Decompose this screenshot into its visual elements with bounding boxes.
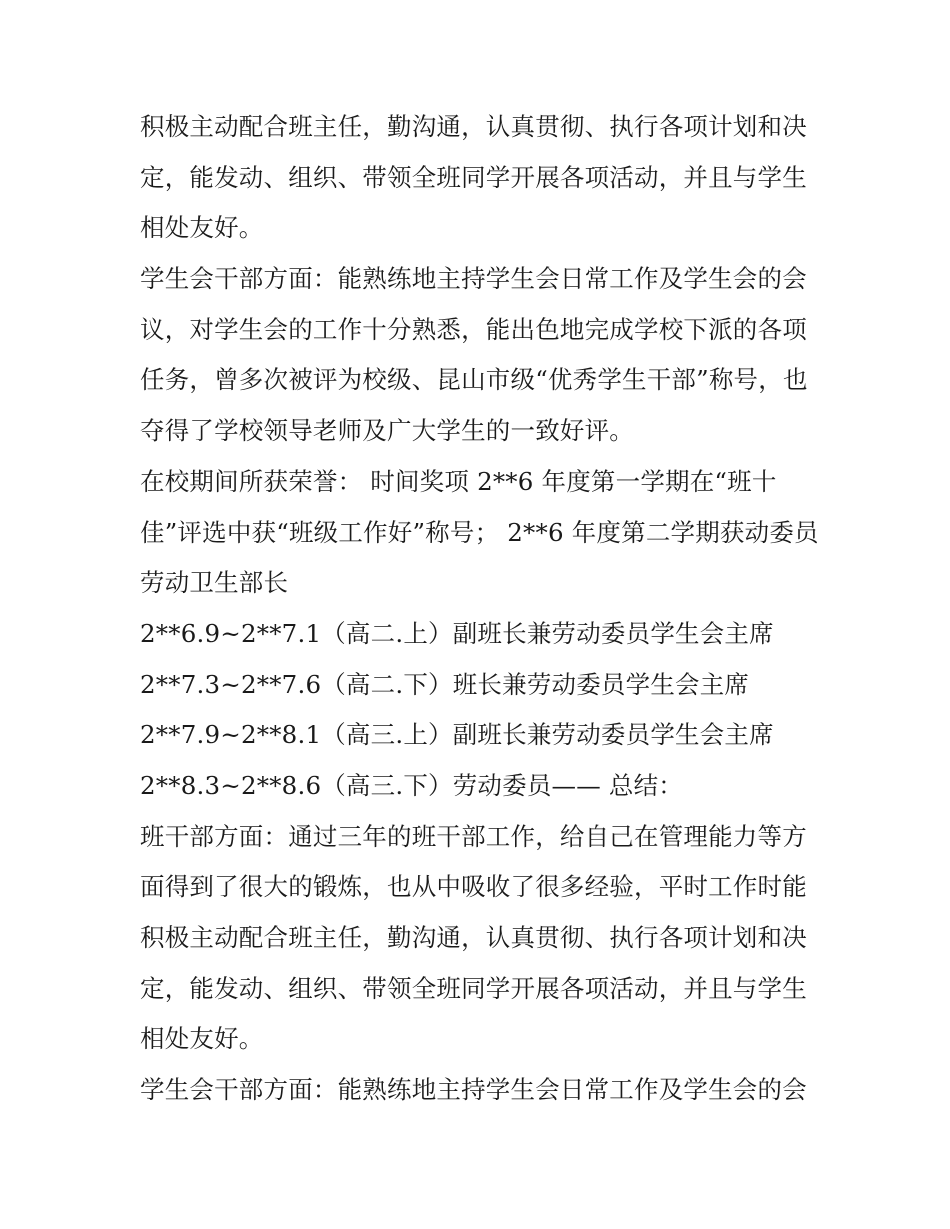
- text-line: 佳”评选中获“班级工作好”称号； 2**6 年度第二学期获动委员: [140, 517, 819, 547]
- text-line: 学生会干部方面：能熟练地主持学生会日常工作及学生会的会: [140, 264, 807, 294]
- text-line: 定，能发动、组织、带领全班同学开展各项活动，并且与学生: [140, 162, 807, 192]
- text-line: 劳动卫生部长: [140, 568, 289, 598]
- text-line: 积极主动配合班主任，勤沟通，认真贯彻、执行各项计划和决: [140, 923, 807, 952]
- document-body: [140, 102, 819, 1116]
- text-line: 2**8.3~2**8.6（高三.下）劳动委员—— 总结：: [140, 770, 684, 800]
- text-line: 2**7.3~2**7.6（高二.下）班长兼劳动委员学生会主席: [140, 669, 750, 699]
- text-line: 班干部方面：通过三年的班干部工作，给自己在管理能力等方: [140, 821, 807, 851]
- text-line: 积极主动配合班主任，勤沟通，认真贯彻、执行各项计划和决: [140, 112, 807, 141]
- text-line: 相处友好。: [140, 213, 264, 243]
- text-line: 夺得了学校领导老师及广大学生的一致好评。: [140, 416, 634, 446]
- text-line: 2**6.9~2**7.1（高二.上）副班长兼劳动委员学生会主席: [140, 618, 774, 648]
- text-line: 相处友好。: [140, 1024, 264, 1054]
- text-line: 任务，曾多次被评为校级、昆山市级“优秀学生干部”称号，也: [140, 365, 808, 395]
- text-line: 定，能发动、组织、带领全班同学开展各项活动，并且与学生: [140, 973, 807, 1003]
- text-line: 2**7.9~2**8.1（高三.上）副班长兼劳动委员学生会主席: [140, 720, 774, 750]
- text-line: 在校期间所获荣誉： 时间奖项 2**6 年度第一学期在“班十: [140, 466, 777, 496]
- text-line: 面得到了很大的锻炼，也从中吸收了很多经验，平时工作时能: [140, 872, 807, 902]
- text-line: 学生会干部方面：能熟练地主持学生会日常工作及学生会的会: [140, 1075, 807, 1105]
- text-line: 议，对学生会的工作十分熟悉，能出色地完成学校下派的各项: [140, 314, 807, 344]
